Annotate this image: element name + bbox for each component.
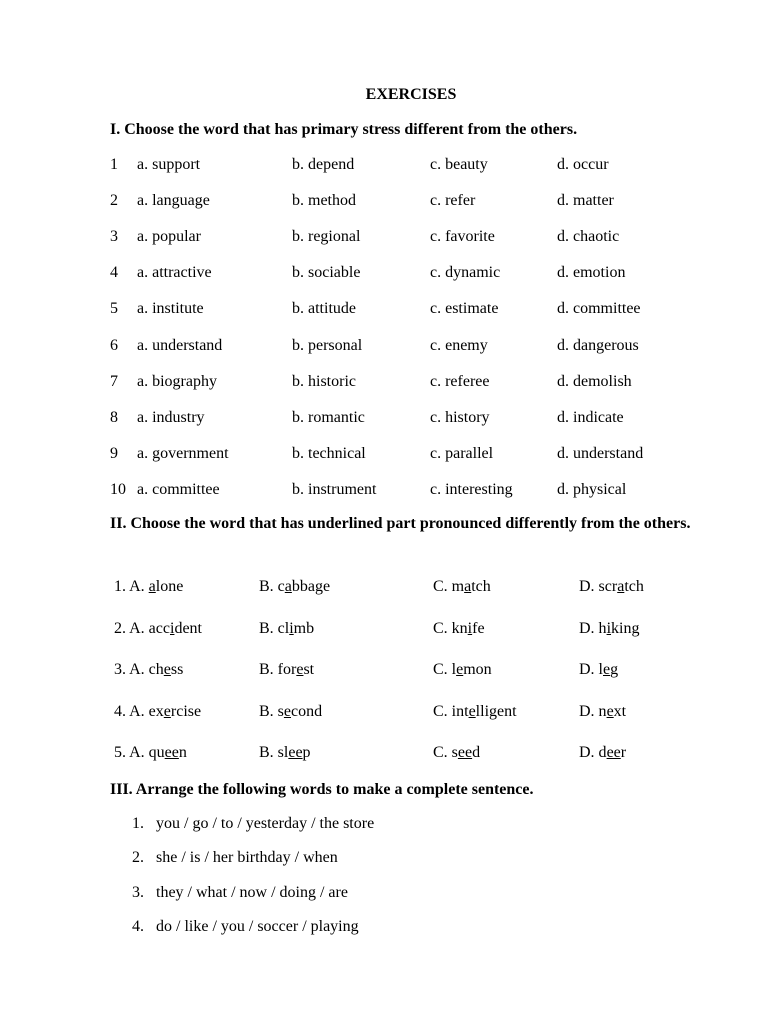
option-text: D. scr: [579, 578, 618, 595]
underlined-letters: i: [606, 619, 612, 637]
option-a: a. government: [137, 444, 229, 462]
option-d: [579, 659, 618, 681]
option-text: bbage: [291, 578, 331, 595]
option-text: 5. A. qu: [114, 744, 165, 761]
underlined-letters: ee: [606, 744, 621, 761]
option-text: king: [611, 619, 640, 637]
option-b: b. instrument: [292, 480, 377, 498]
option-c: c. beauty: [430, 156, 488, 173]
option-c: c. estimate: [430, 300, 499, 318]
option-b: b. depend: [292, 156, 355, 173]
option-b: b. sociable: [292, 264, 361, 282]
list-item: they / what / now / doing / are: [156, 883, 348, 901]
option-c: c. interesting: [430, 480, 513, 498]
option-b: b. romantic: [292, 408, 365, 426]
option-text: dent: [174, 619, 202, 637]
underlined-letters: e: [468, 702, 476, 720]
option-text: rcise: [170, 702, 202, 720]
pronunciation-row: [0, 618, 768, 640]
stress-row: [0, 443, 768, 465]
option-c: [433, 659, 492, 681]
option-text: 3. A. ch: [114, 661, 164, 678]
option-b: b. attitude: [292, 300, 356, 318]
option-text: xt: [613, 702, 627, 720]
pronunciation-row: [0, 659, 768, 681]
option-text: lone: [155, 578, 184, 595]
underlined-letters: a: [464, 578, 472, 595]
stress-row: [0, 407, 768, 429]
option-a: a. industry: [137, 408, 205, 426]
underlined-letters: e: [296, 661, 304, 678]
option-c: [433, 618, 485, 640]
option-a: a. committee: [137, 480, 220, 498]
underlined-letters: i: [169, 619, 175, 637]
option-text: C. m: [433, 578, 465, 595]
option-b: b. personal: [292, 336, 363, 354]
option-b: [259, 742, 311, 764]
section-2-heading: II. Choose the word that has underlined part pronounced differently from the others.: [110, 515, 691, 532]
underlined-letters: a: [148, 578, 156, 595]
option-text: B. cl: [259, 619, 290, 637]
pronunciation-row: [0, 701, 768, 723]
option-text: fe: [472, 619, 485, 637]
option-b: [259, 576, 330, 598]
option-b: [259, 659, 314, 681]
option-text: D. d: [579, 744, 607, 761]
option-text: C. s: [433, 744, 458, 761]
list-number: 3.: [132, 883, 144, 901]
option-a: a. biography: [137, 372, 217, 390]
list-item: do / like / you / soccer / playing: [156, 917, 359, 935]
option-text: D. l: [579, 661, 603, 678]
option-b: [259, 618, 314, 640]
stress-row: [0, 479, 768, 501]
option-text: C. kn: [433, 619, 468, 637]
stress-row: [0, 371, 768, 393]
stress-row: [0, 226, 768, 248]
option-text: lligent: [475, 702, 517, 720]
option-a: a. popular: [137, 228, 201, 246]
underlined-letters: ee: [164, 744, 179, 761]
question-number: 5: [110, 300, 118, 318]
option-text: C. l: [433, 661, 457, 678]
option-c: [433, 576, 491, 598]
option-a: [114, 701, 201, 723]
option-text: D. h: [579, 619, 607, 637]
page-title: EXERCISES: [365, 86, 457, 103]
option-d: [579, 742, 626, 764]
stress-row: [0, 262, 768, 284]
question-number: 10: [110, 480, 126, 498]
option-text: B. for: [259, 661, 297, 678]
option-b: b. historic: [292, 372, 356, 390]
option-text: C. int: [433, 702, 469, 720]
option-a: a. language: [137, 192, 210, 210]
option-b: b. regional: [292, 228, 361, 246]
option-text: B. sl: [259, 744, 289, 761]
option-text: st: [303, 661, 315, 678]
question-number: 3: [110, 228, 118, 246]
option-text: g: [610, 661, 619, 678]
stress-row: [0, 190, 768, 212]
question-number: 2: [110, 192, 118, 210]
question-number: 9: [110, 444, 118, 462]
question-number: 8: [110, 408, 118, 426]
section-1-heading: I. Choose the word that has primary stress different from the others.: [110, 121, 578, 138]
list-number: 4.: [132, 917, 144, 935]
option-c: c. enemy: [430, 336, 488, 354]
option-a: a. understand: [137, 336, 223, 354]
option-text: n: [178, 744, 187, 761]
option-text: B. c: [259, 578, 285, 595]
underlined-letters: e: [283, 702, 292, 720]
underlined-letters: ee: [457, 744, 473, 761]
option-d: [579, 701, 626, 723]
option-text: cond: [291, 702, 323, 720]
option-text: mb: [293, 619, 315, 637]
pronunciation-row: [0, 576, 768, 598]
option-d: d. understand: [557, 444, 644, 462]
option-c: [433, 701, 517, 723]
option-d: d. physical: [557, 480, 627, 498]
option-d: [579, 576, 644, 598]
option-b: b. method: [292, 192, 356, 210]
option-c: c. refer: [430, 192, 476, 210]
option-c: [433, 742, 480, 764]
option-a: [114, 742, 187, 764]
option-text: r: [620, 744, 627, 761]
option-d: d. dangerous: [557, 336, 639, 354]
option-text: 1. A.: [114, 578, 149, 595]
option-c: c. dynamic: [430, 264, 501, 282]
question-number: 4: [110, 264, 118, 282]
option-text: mon: [463, 661, 492, 678]
underlined-letters: e: [606, 702, 614, 720]
option-text: ss: [170, 661, 184, 678]
option-d: d. demolish: [557, 372, 632, 390]
list-number: 2.: [132, 849, 144, 867]
option-a: a. institute: [137, 300, 204, 318]
option-text: tch: [471, 578, 491, 595]
option-d: d. committee: [557, 300, 641, 318]
option-d: d. occur: [557, 156, 609, 173]
option-text: 2. A. acc: [114, 619, 170, 637]
option-text: d: [472, 744, 481, 761]
question-number: 1: [110, 156, 118, 173]
option-text: p: [302, 744, 311, 761]
option-b: [259, 701, 322, 723]
option-text: D. n: [579, 702, 607, 720]
underlined-letters: a: [617, 578, 625, 595]
underlined-letters: e: [456, 661, 464, 678]
option-d: d. indicate: [557, 408, 624, 426]
stress-row: [0, 335, 768, 357]
option-a: [114, 659, 183, 681]
list-item: she / is / her birthday / when: [156, 849, 338, 867]
list-number: 1.: [132, 815, 144, 832]
stress-row: [0, 154, 768, 176]
stress-row: [0, 298, 768, 320]
underlined-letters: i: [467, 619, 473, 637]
list-item: you / go / to / yesterday / the store: [156, 815, 375, 832]
option-a: [114, 618, 202, 640]
underlined-letters: e: [163, 661, 171, 678]
option-c: c. favorite: [430, 228, 495, 246]
question-number: 7: [110, 372, 118, 390]
option-a: [114, 576, 183, 598]
option-d: d. emotion: [557, 264, 626, 282]
option-d: d. matter: [557, 192, 614, 210]
option-a: a. support: [137, 156, 201, 173]
underlined-letters: ee: [288, 744, 303, 761]
underlined-letters: a: [284, 578, 292, 595]
option-text: B. s: [259, 702, 284, 720]
option-a: a. attractive: [137, 264, 212, 282]
section-3-heading: III. Arrange the following words to make a complete sentence.: [110, 781, 534, 798]
option-d: d. chaotic: [557, 228, 620, 246]
option-b: b. technical: [292, 444, 366, 462]
option-c: c. history: [430, 408, 490, 426]
underlined-letters: i: [289, 619, 294, 637]
option-c: c. parallel: [430, 444, 494, 462]
option-text: 4. A. ex: [114, 702, 164, 720]
question-number: 6: [110, 336, 118, 354]
underlined-letters: e: [163, 702, 171, 720]
pronunciation-row: [0, 742, 768, 764]
option-text: tch: [624, 578, 644, 595]
underlined-letters: e: [603, 661, 611, 678]
option-d: [579, 618, 639, 640]
option-c: c. referee: [430, 372, 490, 390]
